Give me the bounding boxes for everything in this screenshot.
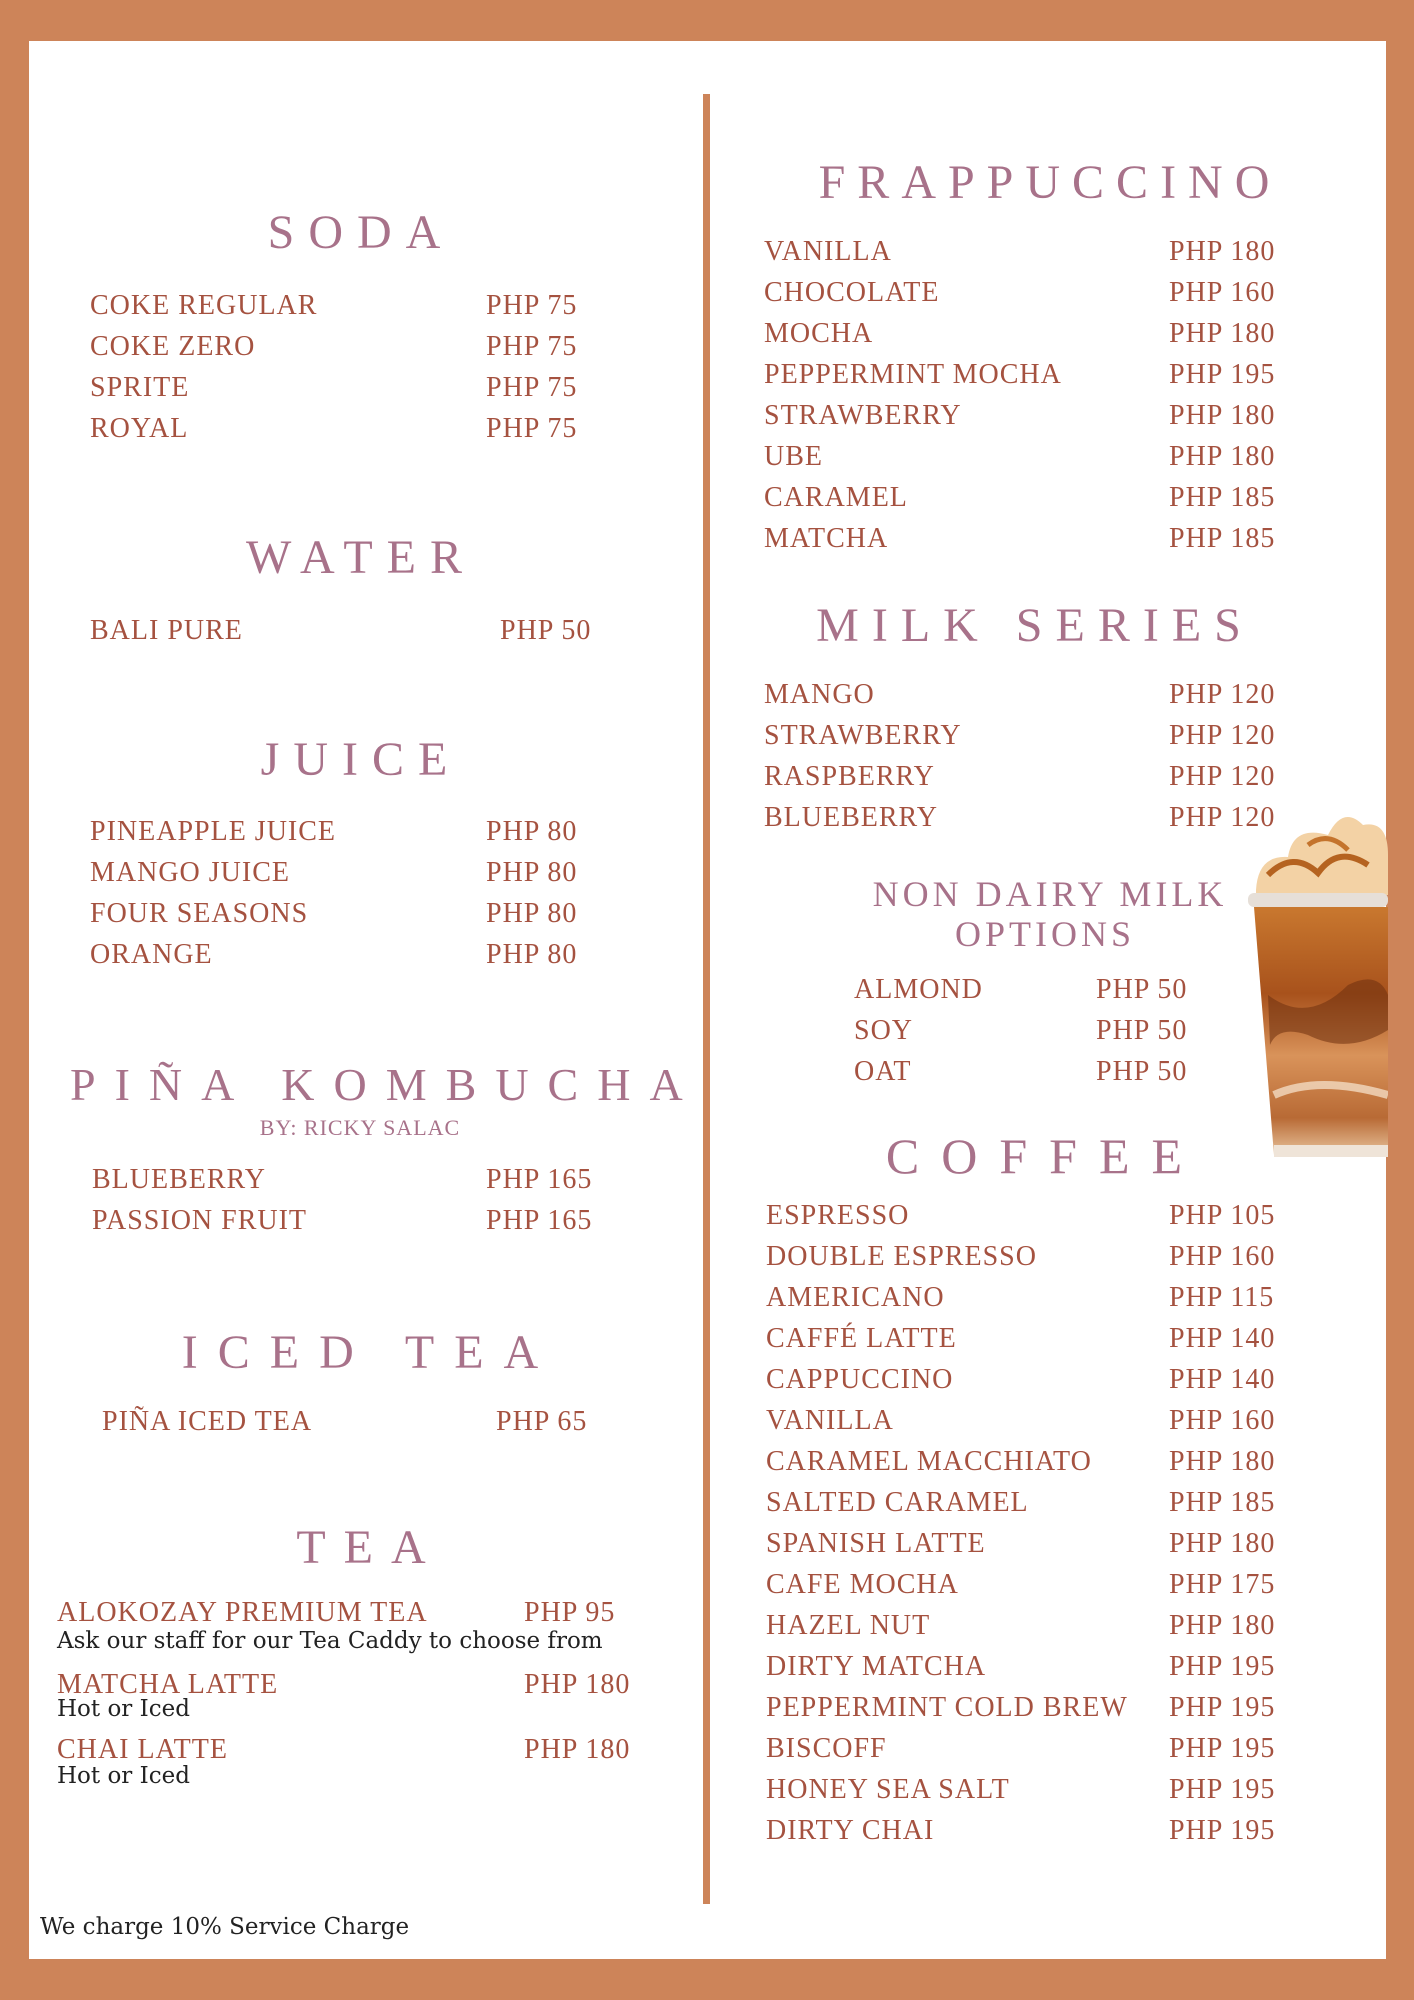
item-price: PHP 195 [1169, 1733, 1276, 1764]
item-name: AMERICANO [766, 1282, 945, 1313]
item-name: VANILLA [764, 236, 892, 267]
kombucha-subtitle: BY: RICKY SALAC [259, 1115, 461, 1140]
item-price: PHP 180 [524, 1734, 631, 1765]
item-name: CAFFÉ LATTE [766, 1323, 957, 1354]
item-price: PHP 195 [1169, 1774, 1276, 1805]
item-price: PHP 120 [1169, 802, 1276, 833]
item-price: PHP 180 [1169, 441, 1276, 472]
item-note: Hot or Iced [57, 1763, 190, 1789]
item-price: PHP 75 [486, 331, 578, 362]
item-price: PHP 120 [1169, 761, 1276, 792]
item-name: SPRITE [90, 372, 190, 403]
item-name: RASPBERRY [764, 761, 935, 792]
item-name: PEPPERMINT MOCHA [764, 359, 1062, 390]
item-name: SPANISH LATTE [766, 1528, 986, 1559]
item-price: PHP 75 [486, 413, 578, 444]
item-note: Hot or Iced [57, 1696, 190, 1722]
item-price: PHP 75 [486, 290, 578, 321]
item-name: DOUBLE ESPRESSO [766, 1241, 1037, 1272]
item-price: PHP 80 [486, 857, 578, 888]
item-price: PHP 180 [524, 1669, 631, 1700]
item-price: PHP 80 [486, 898, 578, 929]
item-name: ESPRESSO [766, 1200, 910, 1231]
item-price: PHP 180 [1169, 400, 1276, 431]
item-price: PHP 185 [1169, 1487, 1276, 1518]
item-name: BLUEBERRY [92, 1164, 266, 1195]
milk-series-title: MILK SERIES [816, 599, 1254, 652]
item-price: PHP 140 [1169, 1364, 1276, 1395]
item-name: STRAWBERRY [764, 400, 962, 431]
item-name: ROYAL [90, 413, 189, 444]
item-name: SALTED CARAMEL [766, 1487, 1029, 1518]
item-price: PHP 80 [486, 939, 578, 970]
item-name: HONEY SEA SALT [766, 1774, 1010, 1805]
item-name: VANILLA [766, 1405, 894, 1436]
item-price: PHP 105 [1169, 1200, 1276, 1231]
item-price: PHP 50 [500, 615, 592, 646]
item-name: ORANGE [90, 939, 213, 970]
frappuccino-title: FRAPPUCCINO [818, 156, 1282, 209]
kombucha-title: PIÑA KOMBUCHA [70, 1059, 702, 1110]
item-price: PHP 140 [1169, 1323, 1276, 1354]
item-name: FOUR SEASONS [90, 898, 309, 929]
item-name: PIÑA ICED TEA [102, 1406, 313, 1437]
item-name: BISCOFF [766, 1733, 887, 1764]
water-title: WATER [246, 531, 476, 584]
coffee-title: COFFEE [885, 1128, 1205, 1184]
item-price: PHP 195 [1169, 1815, 1276, 1846]
item-name: UBE [764, 441, 823, 472]
item-price: PHP 50 [1096, 974, 1188, 1005]
item-name: CARAMEL MACCHIATO [766, 1446, 1092, 1477]
item-name: ALMOND [854, 974, 983, 1005]
item-price: PHP 95 [524, 1597, 616, 1628]
non-dairy-title-line1: NON DAIRY MILK [872, 874, 1228, 914]
item-price: PHP 160 [1169, 1405, 1276, 1436]
item-price: PHP 195 [1169, 1692, 1276, 1723]
item-name: DIRTY MATCHA [766, 1651, 987, 1682]
item-name: MANGO [764, 679, 875, 710]
item-name: COKE REGULAR [90, 290, 318, 321]
column-divider [703, 94, 710, 1904]
item-name: COKE ZERO [90, 331, 256, 362]
item-note: Ask our staff for our Tea Caddy to choose from [57, 1628, 603, 1654]
item-price: PHP 175 [1169, 1569, 1276, 1600]
item-name: PASSION FRUIT [92, 1205, 308, 1236]
item-price: PHP 50 [1096, 1015, 1188, 1046]
item-name: DIRTY CHAI [766, 1815, 935, 1846]
item-name: CHAI LATTE [57, 1734, 228, 1765]
item-price: PHP 195 [1169, 1651, 1276, 1682]
item-price: PHP 165 [486, 1164, 593, 1195]
item-price: PHP 185 [1169, 482, 1276, 513]
iced-coffee-illustration [1248, 795, 1388, 1165]
soda-title: SODA [267, 206, 455, 259]
item-price: PHP 80 [486, 816, 578, 847]
item-price: PHP 165 [486, 1205, 593, 1236]
item-name: BALI PURE [90, 615, 243, 646]
item-price: PHP 180 [1169, 1610, 1276, 1641]
item-price: PHP 50 [1096, 1056, 1188, 1087]
item-name: PEPPERMINT COLD BREW [766, 1692, 1128, 1723]
item-price: PHP 115 [1169, 1282, 1275, 1313]
item-price: PHP 180 [1169, 1528, 1276, 1559]
item-name: SOY [854, 1015, 914, 1046]
item-price: PHP 75 [486, 372, 578, 403]
juice-title: JUICE [260, 733, 462, 786]
item-price: PHP 120 [1169, 679, 1276, 710]
item-price: PHP 120 [1169, 720, 1276, 751]
item-name: CARAMEL [764, 482, 908, 513]
item-name: OAT [854, 1056, 912, 1087]
item-name: PINEAPPLE JUICE [90, 816, 337, 847]
item-name: CHOCOLATE [764, 277, 940, 308]
item-name: CAPPUCCINO [766, 1364, 954, 1395]
item-price: PHP 65 [496, 1406, 588, 1437]
item-name: STRAWBERRY [764, 720, 962, 751]
item-name: HAZEL NUT [766, 1610, 931, 1641]
item-name: MOCHA [764, 318, 874, 349]
item-price: PHP 180 [1169, 1446, 1276, 1477]
item-price: PHP 180 [1169, 318, 1276, 349]
item-name: ALOKOZAY PREMIUM TEA [57, 1597, 428, 1628]
iced-tea-title: ICED TEA [181, 1326, 559, 1379]
item-name: MATCHA LATTE [57, 1669, 279, 1700]
item-price: PHP 195 [1169, 359, 1276, 390]
item-name: BLUEBERRY [764, 802, 938, 833]
item-name: MANGO JUICE [90, 857, 290, 888]
service-charge-note: We charge 10% Service Charge [40, 1914, 410, 1940]
tea-title: TEA [296, 1521, 444, 1574]
non-dairy-title-line2: OPTIONS [954, 914, 1135, 954]
item-name: MATCHA [764, 523, 889, 554]
item-price: PHP 160 [1169, 277, 1276, 308]
item-name: CAFE MOCHA [766, 1569, 959, 1600]
item-price: PHP 160 [1169, 1241, 1276, 1272]
item-price: PHP 180 [1169, 236, 1276, 267]
item-price: PHP 185 [1169, 523, 1276, 554]
